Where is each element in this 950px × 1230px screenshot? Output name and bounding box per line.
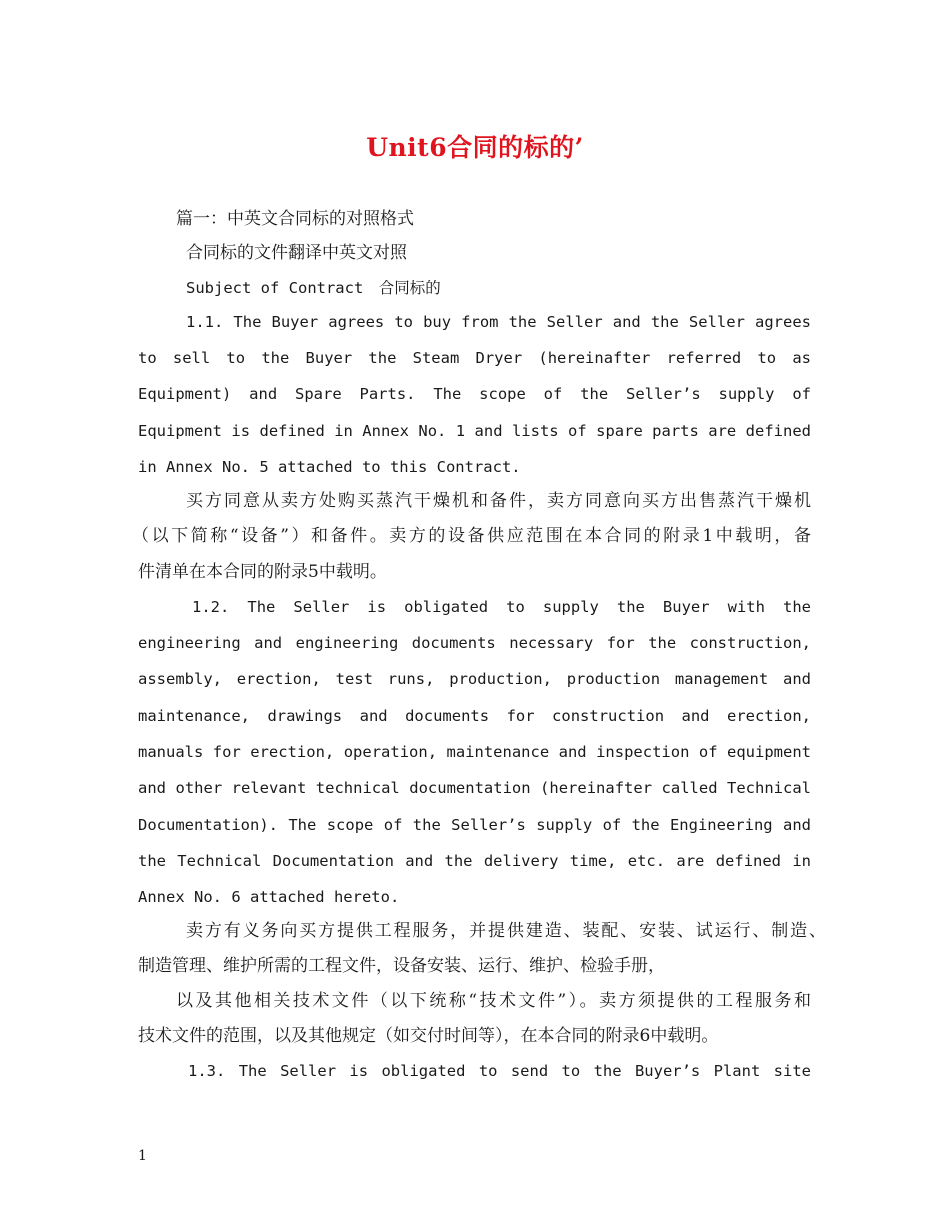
p2-en-line: 1.2. The Seller is obligated to supply the Buyer with the [192,598,811,616]
heading-translation-note: 合同标的文件翻译中英文对照 [186,243,407,263]
p2-en-line: and other relevant technical documentation (hereinafter called Technical [138,779,811,797]
p2-en-line: assembly, erection, test runs, production, production management and [138,670,811,688]
p1-zh-line: 买方同意从卖方处购买蒸汽干燥机和备件，卖方同意向买方出售蒸汽干燥机 [186,491,811,511]
page-number: 1 [138,1148,147,1164]
p2-en-line: Documentation). The scope of the Seller’s supply of the Engineering and [138,816,811,834]
p2-zh-line: 制造管理、维护所需的工程文件，设备安装、运行、维护、检验手册， [138,956,665,976]
p2-en-line: maintenance, drawings and documents for construction and erection, [138,707,811,725]
p2-zh-line: 以及其他相关技术文件（以下统称“技术文件”）。卖方须提供的工程服务和 [176,991,811,1011]
heading-section-1: 篇一：中英文合同标的对照格式 [176,209,414,229]
p1-en-line: Equipment) and Spare Parts. The scope of the Seller’s supply of [138,385,811,403]
p1-en-line: 1.1. The Buyer agrees to buy from the Seller and the Seller agrees [186,313,811,331]
p1-zh-line: 件清单在本合同的附录5中载明。 [138,562,387,582]
p2-en-line: engineering and engineering documents necessary for the construction, [138,634,811,652]
p1-en-line: Equipment is defined in Annex No. 1 and lists of spare parts are defined [138,422,811,440]
heading-subject-of-contract: Subject of Contract 合同标的 [186,279,441,297]
p1-en-line: in Annex No. 5 attached to this Contract. [138,458,521,476]
p1-en-line: to sell to the Buyer the Steam Dryer (hereinafter referred to as [138,349,811,367]
p2-en-line: the Technical Documentation and the delivery time, etc. are defined in [138,852,811,870]
p2-en-line: Annex No. 6 attached hereto. [138,888,400,906]
p3-en-line: 1.3. The Seller is obligated to send to the Buyer’s Plant site [188,1062,811,1080]
p2-zh-line: 技术文件的范围，以及其他规定（如交付时间等），在本合同的附录6中载明。 [138,1026,719,1046]
p1-zh-line: （以下简称“设备”）和备件。卖方的设备供应范围在本合同的附录1中载明，备 [132,526,811,546]
p2-en-line: manuals for erection, operation, maintenance and inspection of equipment [138,743,811,761]
document-title: Unit6合同的标的’ [366,133,584,162]
p2-zh-line: 卖方有义务向买方提供工程服务，并提供建造、装配、安装、试运行、制造、 [186,921,826,941]
